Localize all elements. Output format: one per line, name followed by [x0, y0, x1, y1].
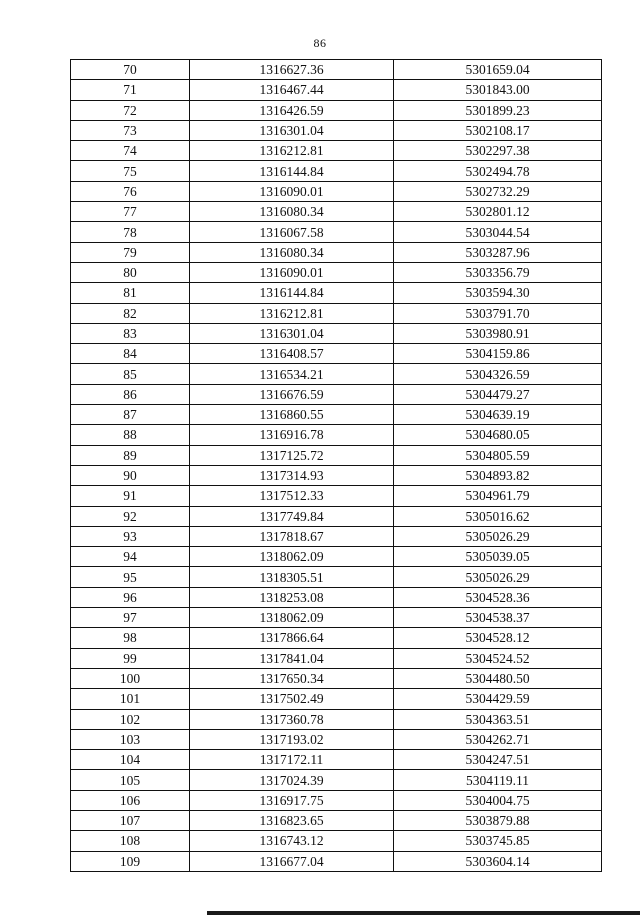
table-row: [71, 181, 602, 201]
point-number-cell: 72: [71, 100, 190, 120]
table-row: [71, 323, 602, 343]
table-row: [71, 770, 602, 790]
y-coordinate-cell: 5301843.00: [394, 80, 602, 100]
x-coordinate-cell: 1317866.64: [190, 628, 394, 648]
x-coordinate-cell: 1316823.65: [190, 810, 394, 830]
x-coordinate-cell: 1316917.75: [190, 790, 394, 810]
y-coordinate-cell: 5301899.23: [394, 100, 602, 120]
point-number-cell: 88: [71, 425, 190, 445]
point-number-cell: 105: [71, 770, 190, 790]
table-row: [71, 851, 602, 871]
x-coordinate-cell: 1316067.58: [190, 222, 394, 242]
table-row: [71, 222, 602, 242]
x-coordinate-cell: 1316916.78: [190, 425, 394, 445]
x-coordinate-cell: 1316090.01: [190, 181, 394, 201]
point-number-cell: 83: [71, 323, 190, 343]
table-row: [71, 689, 602, 709]
point-number-cell: 108: [71, 831, 190, 851]
point-number-cell: 89: [71, 445, 190, 465]
point-number-cell: 107: [71, 810, 190, 830]
table-row: [71, 141, 602, 161]
point-number-cell: 109: [71, 851, 190, 871]
table-row: [71, 80, 602, 100]
y-coordinate-cell: 5304528.12: [394, 628, 602, 648]
x-coordinate-cell: 1316860.55: [190, 405, 394, 425]
point-number-cell: 76: [71, 181, 190, 201]
y-coordinate-cell: 5304639.19: [394, 405, 602, 425]
point-number-cell: 98: [71, 628, 190, 648]
x-coordinate-cell: 1317749.84: [190, 506, 394, 526]
point-number-cell: 103: [71, 729, 190, 749]
x-coordinate-cell: 1316144.84: [190, 283, 394, 303]
x-coordinate-cell: 1317024.39: [190, 770, 394, 790]
x-coordinate-cell: 1316743.12: [190, 831, 394, 851]
point-number-cell: 90: [71, 465, 190, 485]
point-number-cell: 75: [71, 161, 190, 181]
x-coordinate-cell: 1316080.34: [190, 202, 394, 222]
x-coordinate-cell: 1318305.51: [190, 567, 394, 587]
point-number-cell: 100: [71, 668, 190, 688]
table-row: [71, 60, 602, 80]
y-coordinate-cell: 5304004.75: [394, 790, 602, 810]
table-row: [71, 567, 602, 587]
table-row: [71, 750, 602, 770]
table-row: [71, 587, 602, 607]
point-number-cell: 73: [71, 120, 190, 140]
y-coordinate-cell: 5304961.79: [394, 486, 602, 506]
x-coordinate-cell: 1316080.34: [190, 242, 394, 262]
table-row: [71, 547, 602, 567]
y-coordinate-cell: 5303980.91: [394, 323, 602, 343]
y-coordinate-cell: 5302801.12: [394, 202, 602, 222]
table-row: [71, 161, 602, 181]
x-coordinate-cell: 1316212.81: [190, 141, 394, 161]
y-coordinate-cell: 5302494.78: [394, 161, 602, 181]
y-coordinate-cell: 5301659.04: [394, 60, 602, 80]
point-number-cell: 101: [71, 689, 190, 709]
point-number-cell: 85: [71, 364, 190, 384]
table-row: [71, 405, 602, 425]
y-coordinate-cell: 5304119.11: [394, 770, 602, 790]
point-number-cell: 95: [71, 567, 190, 587]
y-coordinate-cell: 5303791.70: [394, 303, 602, 323]
y-coordinate-cell: 5304893.82: [394, 465, 602, 485]
y-coordinate-cell: 5303604.14: [394, 851, 602, 871]
y-coordinate-cell: 5303594.30: [394, 283, 602, 303]
point-number-cell: 104: [71, 750, 190, 770]
x-coordinate-cell: 1317193.02: [190, 729, 394, 749]
y-coordinate-cell: 5303356.79: [394, 262, 602, 282]
page-number: 86: [313, 36, 327, 50]
point-number-cell: 78: [71, 222, 190, 242]
point-number-cell: 92: [71, 506, 190, 526]
y-coordinate-cell: 5303745.85: [394, 831, 602, 851]
point-number-cell: 102: [71, 709, 190, 729]
table-row: [71, 668, 602, 688]
table-row: [71, 242, 602, 262]
coordinate-table: [70, 59, 602, 872]
x-coordinate-cell: 1316426.59: [190, 100, 394, 120]
table-row: [71, 628, 602, 648]
x-coordinate-cell: 1316144.84: [190, 161, 394, 181]
point-number-cell: 96: [71, 587, 190, 607]
table-row: [71, 384, 602, 404]
point-number-cell: 86: [71, 384, 190, 404]
point-number-cell: 82: [71, 303, 190, 323]
table-row: [71, 810, 602, 830]
table-row: [71, 506, 602, 526]
x-coordinate-cell: 1317172.11: [190, 750, 394, 770]
x-coordinate-cell: 1318253.08: [190, 587, 394, 607]
y-coordinate-cell: 5302297.38: [394, 141, 602, 161]
y-coordinate-cell: 5303287.96: [394, 242, 602, 262]
point-number-cell: 77: [71, 202, 190, 222]
point-number-cell: 70: [71, 60, 190, 80]
x-coordinate-cell: 1316212.81: [190, 303, 394, 323]
table-row: [71, 648, 602, 668]
y-coordinate-cell: 5304363.51: [394, 709, 602, 729]
x-coordinate-cell: 1317512.33: [190, 486, 394, 506]
x-coordinate-cell: 1317502.49: [190, 689, 394, 709]
x-coordinate-cell: 1316677.04: [190, 851, 394, 871]
table-row: [71, 831, 602, 851]
y-coordinate-cell: 5302732.29: [394, 181, 602, 201]
table-row: [71, 364, 602, 384]
y-coordinate-cell: 5304538.37: [394, 608, 602, 628]
table-row: [71, 425, 602, 445]
table-row: [71, 608, 602, 628]
table-row: [71, 790, 602, 810]
y-coordinate-cell: 5303044.54: [394, 222, 602, 242]
x-coordinate-cell: 1318062.09: [190, 608, 394, 628]
table-row: [71, 465, 602, 485]
point-number-cell: 99: [71, 648, 190, 668]
x-coordinate-cell: 1317360.78: [190, 709, 394, 729]
table-row: [71, 709, 602, 729]
y-coordinate-cell: 5304524.52: [394, 648, 602, 668]
x-coordinate-cell: 1317314.93: [190, 465, 394, 485]
x-coordinate-cell: 1317841.04: [190, 648, 394, 668]
y-coordinate-cell: 5304326.59: [394, 364, 602, 384]
point-number-cell: 84: [71, 344, 190, 364]
table-row: [71, 729, 602, 749]
y-coordinate-cell: 5304480.50: [394, 668, 602, 688]
x-coordinate-cell: 1316301.04: [190, 323, 394, 343]
y-coordinate-cell: 5305026.29: [394, 526, 602, 546]
y-coordinate-cell: 5304479.27: [394, 384, 602, 404]
y-coordinate-cell: 5305026.29: [394, 567, 602, 587]
x-coordinate-cell: 1316408.57: [190, 344, 394, 364]
x-coordinate-cell: 1316301.04: [190, 120, 394, 140]
x-coordinate-cell: 1318062.09: [190, 547, 394, 567]
point-number-cell: 87: [71, 405, 190, 425]
x-coordinate-cell: 1317125.72: [190, 445, 394, 465]
y-coordinate-cell: 5305039.05: [394, 547, 602, 567]
point-number-cell: 94: [71, 547, 190, 567]
y-coordinate-cell: 5305016.62: [394, 506, 602, 526]
y-coordinate-cell: 5304262.71: [394, 729, 602, 749]
table-row: [71, 344, 602, 364]
y-coordinate-cell: 5304247.51: [394, 750, 602, 770]
point-number-cell: 79: [71, 242, 190, 262]
y-coordinate-cell: 5303879.88: [394, 810, 602, 830]
y-coordinate-cell: 5302108.17: [394, 120, 602, 140]
x-coordinate-cell: 1316676.59: [190, 384, 394, 404]
table-row: [71, 120, 602, 140]
x-coordinate-cell: 1316627.36: [190, 60, 394, 80]
y-coordinate-cell: 5304528.36: [394, 587, 602, 607]
point-number-cell: 91: [71, 486, 190, 506]
y-coordinate-cell: 5304805.59: [394, 445, 602, 465]
y-coordinate-cell: 5304680.05: [394, 425, 602, 445]
table-row: [71, 486, 602, 506]
table-row: [71, 202, 602, 222]
point-number-cell: 97: [71, 608, 190, 628]
y-coordinate-cell: 5304159.86: [394, 344, 602, 364]
x-coordinate-cell: 1317818.67: [190, 526, 394, 546]
x-coordinate-cell: 1316090.01: [190, 262, 394, 282]
table-row: [71, 526, 602, 546]
x-coordinate-cell: 1316534.21: [190, 364, 394, 384]
table-row: [71, 445, 602, 465]
point-number-cell: 74: [71, 141, 190, 161]
table-row: [71, 262, 602, 282]
table-row: [71, 283, 602, 303]
table-row: [71, 100, 602, 120]
point-number-cell: 93: [71, 526, 190, 546]
point-number-cell: 106: [71, 790, 190, 810]
page-bottom-edge: [207, 911, 640, 915]
coordinate-table-body: [71, 60, 602, 872]
point-number-cell: 81: [71, 283, 190, 303]
y-coordinate-cell: 5304429.59: [394, 689, 602, 709]
x-coordinate-cell: 1317650.34: [190, 668, 394, 688]
point-number-cell: 80: [71, 262, 190, 282]
table-row: [71, 303, 602, 323]
x-coordinate-cell: 1316467.44: [190, 80, 394, 100]
point-number-cell: 71: [71, 80, 190, 100]
